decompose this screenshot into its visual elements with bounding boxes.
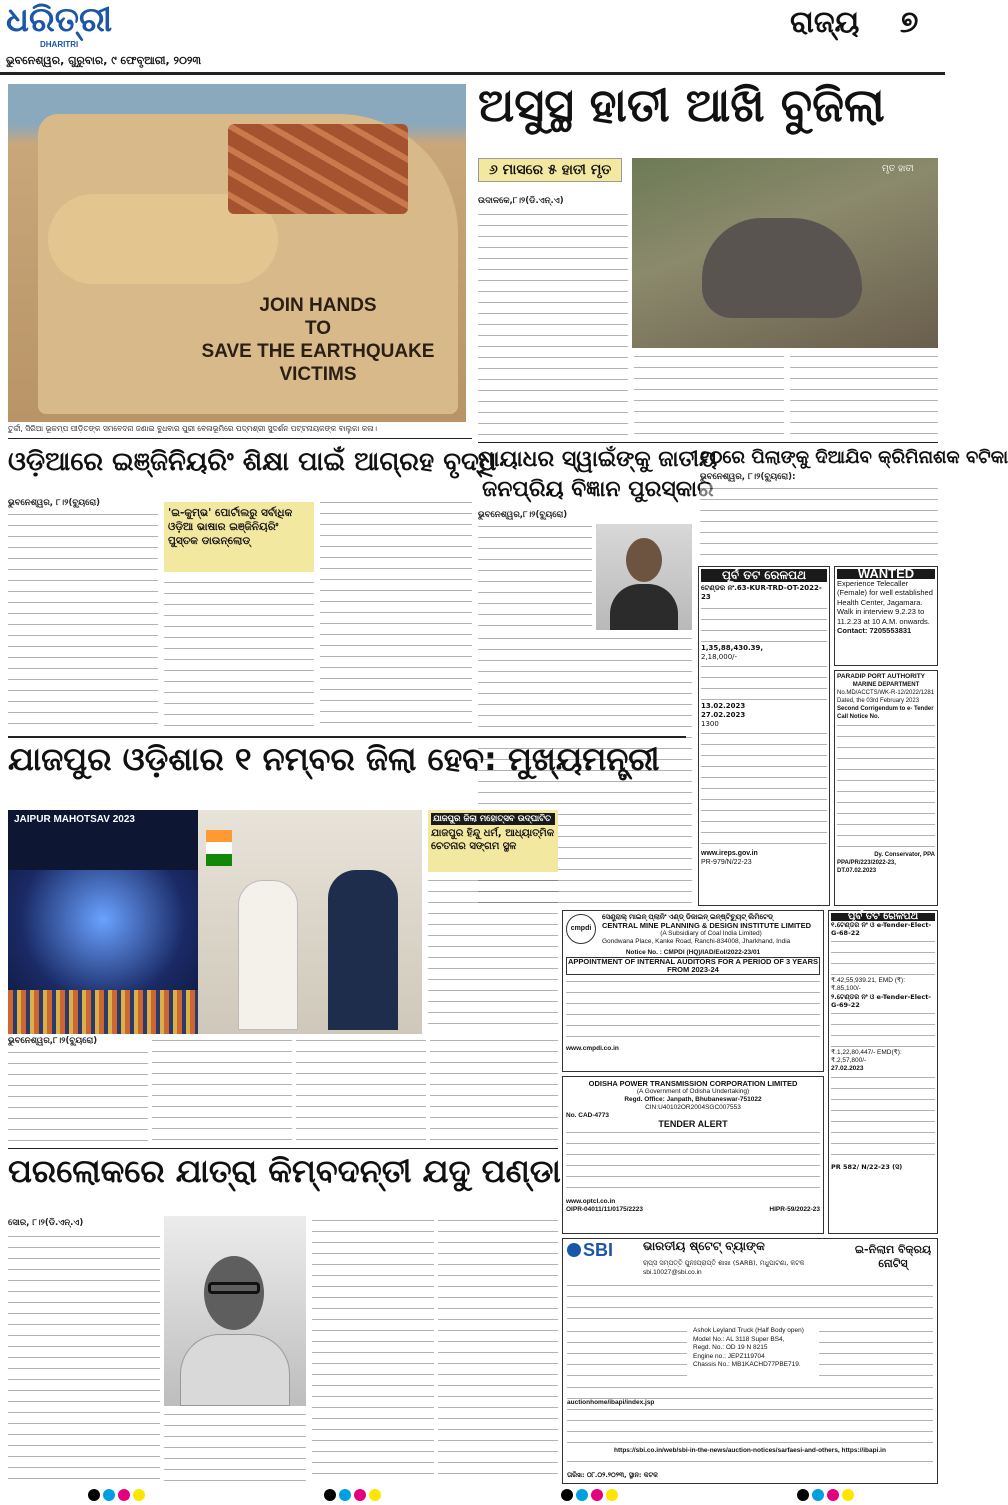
ad-cmpdi — [562, 910, 824, 1072]
sand-art-text — [178, 294, 458, 404]
paradip-ref: PPA/PR/223/2022-23, DT.07.02.2023 — [837, 860, 896, 874]
scientist-shoulders — [610, 584, 678, 630]
optcl-ref-left: OIPR-04011/11/0175/2223 — [566, 1206, 643, 1213]
elephant-body-col-3 — [790, 352, 938, 440]
jajpur-sidebar-kicker: ଯାଜପୁର ଜିଲା ମହୋତ୍ସବ ଉଦ୍‌ଘାଟିତ — [431, 813, 555, 825]
sbi-links[interactable]: https://sbi.co.in/web/sbi-in-the-news/auction-notices/sarfaesi-and-others, https://ibapi.in — [614, 1447, 886, 1454]
cmpdi-web[interactable]: www.cmpdi.co.in — [566, 1045, 619, 1052]
ecor2-t2: ୨.ଟେଣ୍ଡର ନଂ ଓ e-Tender-Elect-G-69-22 — [831, 993, 931, 1009]
scientist-headline-1: ମାୟାଧର ସ୍ୱାଇଁଙ୍କୁ ଜାତୀୟ — [478, 447, 718, 472]
glasses-icon — [208, 1282, 260, 1294]
sbi-engine: Engine no.: JEPZ119704 — [693, 1352, 765, 1360]
engineering-headline: ଓଡ଼ିଆରେ ଇଞ୍ଜିନିୟରିଂ ଶିକ୍ଷା ପାଇଁ ଆଗ୍ରହ ବୃଦ୍ଧି — [8, 447, 497, 477]
optcl-ref-right: HIPR-59/2022-23 — [769, 1206, 820, 1213]
optcl-cin: CIN:U40102OR2004SGC007553 — [645, 1104, 741, 1111]
elephant-body-col-2 — [634, 352, 784, 440]
sbi-intro — [567, 1281, 933, 1321]
wanted-title: WANTED — [837, 569, 935, 579]
jadupanda-col-2 — [164, 1410, 306, 1482]
paradip-title: PARADIP PORT AUTHORITY — [837, 673, 925, 680]
paradip-head: Second Corrigendum to e- Tender Call Notice No. — [837, 706, 934, 720]
scientist-head — [626, 538, 662, 582]
deworm-headline: ୧୦ରେ ପିଲାଙ୍କୁ ଦିଆଯିବ କ୍ରିମିନାଶକ ବଟିକା — [700, 447, 1008, 468]
deworm-dateline: ଭୁବନେଶ୍ୱର, ୮।୨(ବ୍ୟୁରୋ): — [700, 472, 796, 482]
deworm-body — [700, 484, 938, 562]
jadupanda-col-1 — [8, 1232, 160, 1482]
ecor1-text-3 — [701, 729, 827, 849]
scientist-photo — [596, 524, 692, 630]
elephant-body — [702, 218, 862, 318]
cm-figure — [238, 880, 298, 1030]
registration-group-3 — [561, 1486, 621, 1497]
sbi-bank: ଭାରତୀୟ ଷ୍ଟେଟ୍ ବ୍ୟାଙ୍କ — [643, 1239, 765, 1253]
cmpdi-name-local: ସେଣ୍ଟ୍ରାଲ୍ ମାଇନ୍ ପ୍ଲାନିଂ ଏଣ୍ଡ୍ ଡିଜାଇନ୍ ଇନ୍‌ଷ୍ଟିଚ୍ୟୁଟ୍ ଲିମିଟେଡ୍ — [602, 914, 774, 921]
optcl-web[interactable]: www.optcl.co.in — [566, 1198, 616, 1205]
sbi-terms — [567, 1383, 933, 1443]
sbi-regd: Regd. No.: OD 19 N 8215 — [693, 1344, 768, 1351]
jadupanda-shoulders — [180, 1334, 290, 1406]
jajpur-col-2 — [152, 1036, 292, 1144]
jajpur-sidebar-body — [428, 876, 558, 1034]
ecor2-text-1 — [831, 937, 935, 977]
sbi-vehicle-box — [693, 1327, 813, 1370]
scientist-top-rule — [478, 442, 938, 443]
sand-art-line-1: JOIN HANDS — [259, 295, 377, 316]
optcl-title: TENDER ALERT — [658, 1119, 728, 1129]
elephant-photo — [632, 158, 938, 348]
registration-group-4 — [797, 1486, 857, 1497]
official-figure — [328, 870, 398, 1030]
ecor1-open: 13.02.2023 — [701, 702, 746, 710]
registration-group-1 — [88, 1486, 148, 1497]
ad-paradip — [834, 670, 938, 906]
ecor1-text — [701, 604, 827, 644]
sbi-branch: ଚାପ୍‌ସ ସମ୍ପତ୍ତି ପୁନଃପ୍ରାପ୍ତି ଶାଖା (SARB), ମଧୁପାଟଣା, କଟକ — [643, 1259, 805, 1267]
elephant-headline: ଅସୁସ୍ଥ ହାତୀ ଆଖି ବୁଜିଲା — [478, 78, 885, 132]
cmpdi-logo: cmpdi — [566, 914, 596, 944]
sand-art-caption: ତୁର୍କୀ, ସିରିଆ ଭୂକମ୍ପ ପୀଡ଼ିତଙ୍କ ସମବେଦନା ଜଣାଇ ବୁଧବାର ପୁରୀ ବେଳାଭୂମିରେ ପଦ୍ମଶ୍ରୀ ସୁଦର୍ଶନ ପଟ୍ଟନାୟକଙ୍କ ବାଲୁକା କଳା। — [8, 424, 377, 433]
jajpur-banner: JAIPUR MAHOTSAV 2023 — [14, 814, 135, 825]
sbi-model: Model No.: AL 3118 Super BS4, — [693, 1335, 785, 1343]
jadupanda-col-3 — [312, 1216, 434, 1482]
ecor2-ref: PR 582/ N/22-23 (ସ) — [831, 1163, 903, 1171]
jadupanda-headline: ପରଲୋକରେ ଯାତ୍ରା କିମ୍ବଦନ୍ତୀ ଯଦୁ ପଣ୍ଡା — [8, 1152, 561, 1190]
elephant-photo-label: ମୃତ ହାତୀ — [882, 164, 914, 174]
ecor1-text-2 — [701, 662, 827, 702]
sbi-logo — [567, 1240, 614, 1260]
ecor2-text-2 — [831, 1009, 935, 1049]
sbi-dates: ତାରିଖ: ୦୮.୦୨.୨୦୨୩, ସ୍ଥାନ: କଟକ — [567, 1471, 658, 1479]
ecor2-cost1: ₹.42,55,939.21, EMD (₹): ₹.85,100/- — [831, 977, 906, 992]
flag-icon — [206, 830, 232, 866]
ecor1-emd: 2,18,000/- — [701, 653, 738, 661]
jajpur-col-4 — [430, 1036, 558, 1144]
sbi-chassis: Chassis No.: MB1KACHD77PBE719. — [693, 1361, 801, 1368]
sbi-vehicle: Ashok Leyland Truck (Half Body open) — [693, 1327, 804, 1334]
engineering-col-2 — [164, 578, 314, 732]
sbi-circle-icon — [567, 1243, 581, 1257]
jadupanda-col-4 — [438, 1216, 558, 1482]
engineering-col-3 — [320, 498, 472, 732]
scientist-dateline: ଭୁବନେଶ୍ୱର,୮।୨(ବ୍ୟୁରୋ) — [478, 510, 568, 520]
scientist-body-a — [478, 522, 592, 632]
jajpur-crowd — [8, 990, 198, 1034]
jadupanda-photo — [164, 1216, 306, 1406]
sbi-footer — [567, 1457, 933, 1469]
sand-art-line-4: VICTIMS — [279, 364, 357, 385]
engineering-dateline: ଭୁବନେଶ୍ୱର, ୮।୨(ବ୍ୟୁରୋ) — [8, 498, 101, 508]
cmpdi-name: CENTRAL MINE PLANNING & DESIGN INSTITUTE LIMITED — [602, 921, 812, 930]
jajpur-sidebar — [428, 810, 558, 872]
sand-art-line-2: TO — [304, 318, 332, 339]
sbi-table-right — [819, 1327, 933, 1377]
optcl-no: No. CAD-4773 — [566, 1112, 609, 1119]
sbi-table-left — [567, 1327, 687, 1377]
paradip-sign: Dy. Conservator, PPA — [874, 852, 935, 858]
registration-marks — [0, 1486, 945, 1497]
elephant-dateline: ଉଦାଳକେ,୮।୨(ଡି.ଏନ୍.ଏ) — [478, 196, 564, 206]
ad-ecor-tender-2 — [828, 910, 938, 1234]
registration-group-2 — [324, 1486, 384, 1497]
jajpur-podium-photo — [198, 810, 422, 1034]
section-title: ରାଜ୍ୟ — [790, 5, 860, 40]
optcl-office: Regd. Office: Janpath, Bhubaneswar-751022 — [624, 1096, 762, 1103]
ecor2-cost2: ₹.1,22,80,447/- EMD(₹): ₹.2,57,800/- — [831, 1049, 902, 1064]
paradip-dated: Dated, the 03rd February 2023 — [837, 698, 920, 704]
jadupanda-top-rule — [8, 1148, 558, 1149]
masthead-logo-en: DHARITRI — [40, 40, 79, 49]
cmpdi-sub: (A Subsidiary of Coal India Limited) — [660, 930, 762, 937]
ad-ecor-tender-1 — [698, 566, 830, 906]
paradip-text — [837, 721, 935, 851]
elephant-body-col-1 — [478, 210, 628, 440]
ad-sbi — [562, 1238, 938, 1484]
ecor1-cost: 1,35,88,430.39, — [701, 644, 764, 652]
ecor2-date: 27.02.2023 — [831, 1065, 864, 1072]
ecor1-title: ପୂର୍ବ ତଟ ରେଳପଥ — [701, 569, 827, 582]
jajpur-col-1 — [8, 1048, 148, 1144]
ecor2-title: ପୂର୍ବ ତଟ ରେଳପଥ — [831, 913, 935, 921]
ecor2-t1: ୧.ଟେଣ୍ଡର ନଂ ଓ e-Tender-Elect-G-68-22 — [831, 921, 932, 937]
optcl-text — [566, 1128, 820, 1198]
paradip-notice: No.MD/ACCTS/WK-R-12/2022/1281 — [837, 690, 935, 696]
engineering-top-rule — [8, 438, 472, 439]
jajpur-sidebar-head: ଯାଜପୁର ହିନ୍ଦୁ ଧର୍ମ, ଆଧ୍ୟାତ୍ମିକ ଚେତନାର ସଙ୍ଗମ ସ୍ଥଳ — [431, 828, 555, 852]
cmpdi-title: APPOINTMENT OF INTERNAL AUDITORS FOR A PERIOD OF 3 YEARS FROM 2023-24 — [567, 957, 819, 974]
ecor1-tender-no: ଟେଣ୍ଡର ନଂ.63-KUR-TRD-OT-2022-23 — [701, 584, 822, 601]
brick-rubble — [228, 124, 408, 214]
sbi-mstc[interactable]: auctionhome/ibapi/index.jsp — [567, 1399, 655, 1406]
jajpur-dateline: ଭୁବନେଶ୍ୱର,୮।୨(ବ୍ୟୁରୋ) — [8, 1036, 98, 1046]
cmpdi-notice: Notice No. : CMPDI (HQ)/IAD/EoI/2022-23/01 — [625, 949, 761, 956]
optcl-sub: (A Government of Odisha Undertaking) — [636, 1088, 750, 1095]
masthead-rule — [0, 72, 945, 75]
engineering-highlight: 'ଇ-କୁମ୍ଭ' ପୋର୍ଟାଲରୁ ସର୍ବାଧିକ ଓଡ଼ିଆ ଭାଷାର ଇଞ୍ଜିନିୟରିଂ ପୁସ୍ତକ ଡାଉନ୍‌ଲୋଡ୍ — [164, 502, 314, 572]
masthead-dateline: ଭୁବନେଶ୍ୱର, ଗୁରୁବାର, ୯ ଫେବୃଆରୀ, ୨୦୨୩ — [6, 54, 202, 67]
ecor1-ref: PR-979/N/22-23 — [701, 859, 752, 866]
wanted-text: Experience Telecaller (Female) for well established Health Center, Jagamara. Walk in interview 9.2.23 to 11.2.23 at 10 A.M. onwards. — [837, 578, 933, 626]
optcl-name: ODISHA POWER TRANSMISSION CORPORATION LIMITED — [588, 1079, 798, 1088]
ecor1-fee: 1300 — [701, 720, 719, 728]
wanted-contact: Contact: 7205553831 — [837, 626, 912, 635]
ecor1-close: 27.02.2023 — [701, 711, 746, 719]
engineering-col-1 — [8, 510, 158, 732]
jajpur-top-rule — [8, 736, 686, 738]
sbi-logo-text: SBI — [583, 1240, 614, 1260]
ad-optcl — [562, 1076, 824, 1234]
masthead-logo: ଧରିତ୍ରୀ — [6, 0, 113, 40]
elephant-subhead: ୬ ମାସରେ ୫ ହାତୀ ମୃତ — [478, 158, 622, 182]
sbi-right-title: ଇ-ନିଲାମ ବିକ୍ରୟ ନୋଟିସ୍ — [854, 1243, 932, 1270]
ad-wanted — [834, 566, 938, 666]
jajpur-headline: ଯାଜପୁର ଓଡ଼ିଶାର ୧ ନମ୍ବର ଜିଲା ହେବ: ମୁଖ୍ୟମନ୍ତ୍ରୀ — [8, 740, 660, 778]
masthead — [0, 0, 945, 76]
paradip-dept: MARINE DEPARTMENT — [852, 682, 920, 688]
jadupanda-dateline: ସୋର, ୮।୨(ଡି.ଏନ୍.ଏ) — [8, 1218, 84, 1228]
sbi-email[interactable]: sbi.10027@sbi.co.in — [643, 1269, 702, 1276]
cmpdi-address: Gondwana Place, Kanke Road, Ranchi-834008, Jharkhand, India — [602, 938, 791, 945]
cmpdi-text — [566, 977, 820, 1045]
page-number: ୭ — [900, 5, 919, 40]
jajpur-col-3 — [296, 1036, 426, 1144]
ecor1-web[interactable]: www.ireps.gov.in — [701, 850, 758, 857]
jajpur-photo — [8, 810, 422, 1034]
sand-art-line-3: SAVE THE EARTHQUAKE — [201, 341, 435, 362]
scientist-headline-2: ଜନପ୍ରିୟ ବିଜ୍ଞାନ ପୁରସ୍କାର — [482, 477, 714, 502]
ecor2-text-3 — [831, 1073, 935, 1163]
sand-art-photo — [8, 84, 466, 422]
